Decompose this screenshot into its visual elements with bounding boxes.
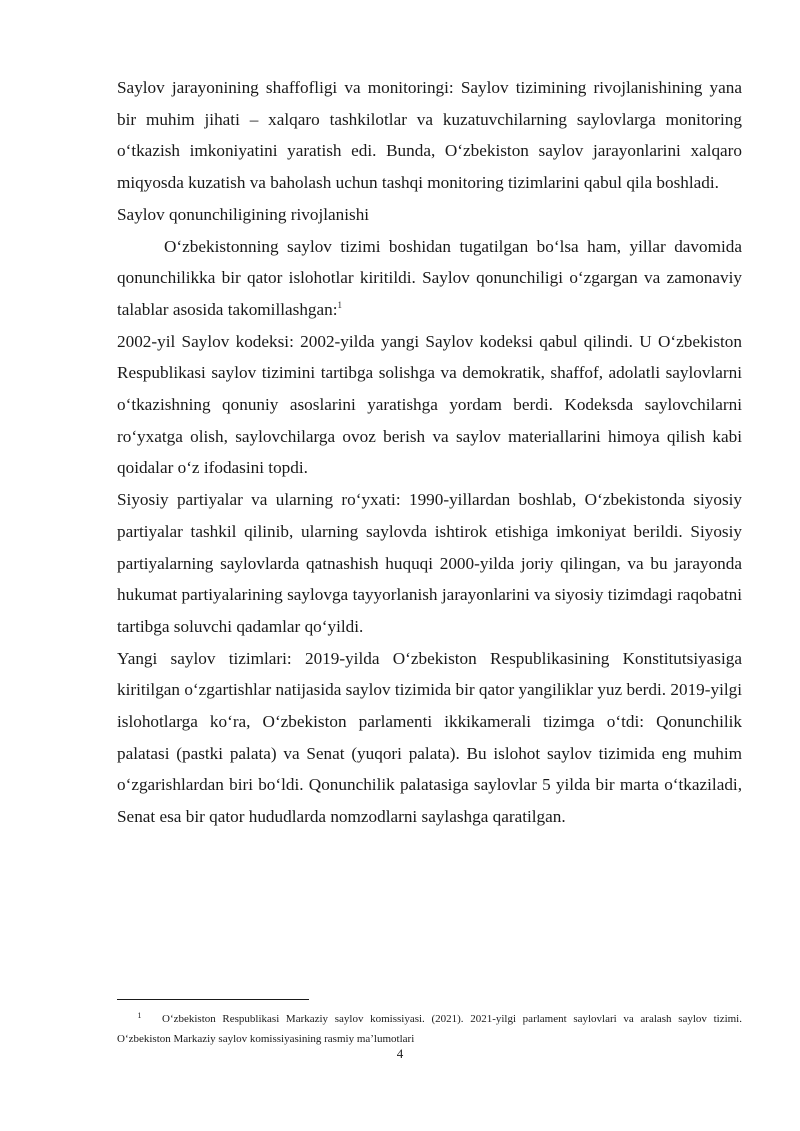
page-number: 4 (396, 1046, 404, 1061)
footnote-text: Oʻzbekiston Respublikasi Markaziy saylov komissiyasi. (2021). 2021-yilgi parlament saylovlari va aralash saylov tizimi. Oʻzbekiston Markaziy saylov komissiyasining rasmiy maʼlumotlari (117, 1013, 742, 1045)
paragraph-legislation-intro (117, 231, 742, 326)
section-heading: Saylov qonunchiligining rivojlanishi (117, 204, 370, 224)
paragraph-electoral-code-2002: 2002-yil Saylov kodeksi: 2002-yilda yangi Saylov kodeksi qabul qilindi. U Oʻzbekiston Respublikasi saylov tizimini tartibga solishga va demokratik, shaffof, adolatli saylovlarni oʻtkazishning qonuniy asoslarini yaratishga yordam berdi. Kodeksda saylovchilarni roʻyxatga olish, saylovchilarga ovoz berish va saylov materiallarini himoya qilish kabi qoidalar oʻz ifodasini topdi. (117, 331, 742, 478)
paragraph-new-electoral-systems: Yangi saylov tizimlari: 2019-yilda Oʻzbekiston Respublikasining Konstitutsiyasiga kiritilgan oʻzgartishlar natijasida saylov tizimida bir qator yangiliklar yuz berdi. 2019-yilgi islohotlarga koʻra, Oʻzbekiston parlamenti ikkikamerali tizimga oʻtdi: Qonunchilik palatasi (pastki palata) va Senat (yuqori palata). Bu islohot saylov tizimida eng muhim oʻzgarishlardan biri boʻldi. Qonunchilik palatasiga saylovlar 5 yilda bir marta oʻtkaziladi, Senat esa bir qator hududlarda nomzodlarni saylashga qaratilgan. (117, 648, 742, 827)
document-body (117, 72, 742, 833)
footnote-separator (117, 999, 309, 1000)
footnote: 1 Oʻzbekiston Respublikasi Markaziy saylov komissiyasi. (2021). 2021-yilgi parlament saylovlari va aralash saylov tizimi. Oʻzbekiston Markaziy saylov komissiyasining rasmiy maʼlumotlari (117, 1011, 742, 1045)
footnote-reference[interactable]: 1 (337, 299, 343, 310)
paragraph-political-parties: Siyosiy partiyalar va ularning roʻyxati: 1990-yillardan boshlab, Oʻzbekistonda siyosiy partiyalar tashkil qilinib, ularning saylovda ishtirok etishiga imkoniyat berildi. Siyosiy partiyalarning saylovlarda qatnashish huquqi 2000-yilda joriy qilingan, va bu jarayonda hukumat partiyalarining saylovga tayyorlanish jarayonlarini va siyosiy tizimdagi raqobatni tartibga soluvchi qadamlar qoʻyildi. (117, 490, 742, 636)
paragraph-monitoring: Saylov jarayonining shaffofligi va monitoringi: Saylov tizimining rivojlanishining yana bir muhim jihati – xalqaro tashkilotlar va kuzatuvchilarning saylovlarga monitoring oʻtkazish imkoniyatini yaratish edi. Bunda, Oʻzbekiston saylov jarayonlarini xalqaro miqyosda kuzatish va baholash uchun tashqi monitoring tizimlarini qabul qila boshladi. (117, 78, 742, 193)
paragraph-legislation-intro-text: Oʻzbekistonning saylov tizimi boshidan tugatilgan boʻlsa ham, yillar davomida qonunchilikka bir qator islohotlar kiritildi. Saylov qonunchiligi oʻzgargan va zamonaviy talablar asosida takomillashgan: (117, 236, 742, 319)
